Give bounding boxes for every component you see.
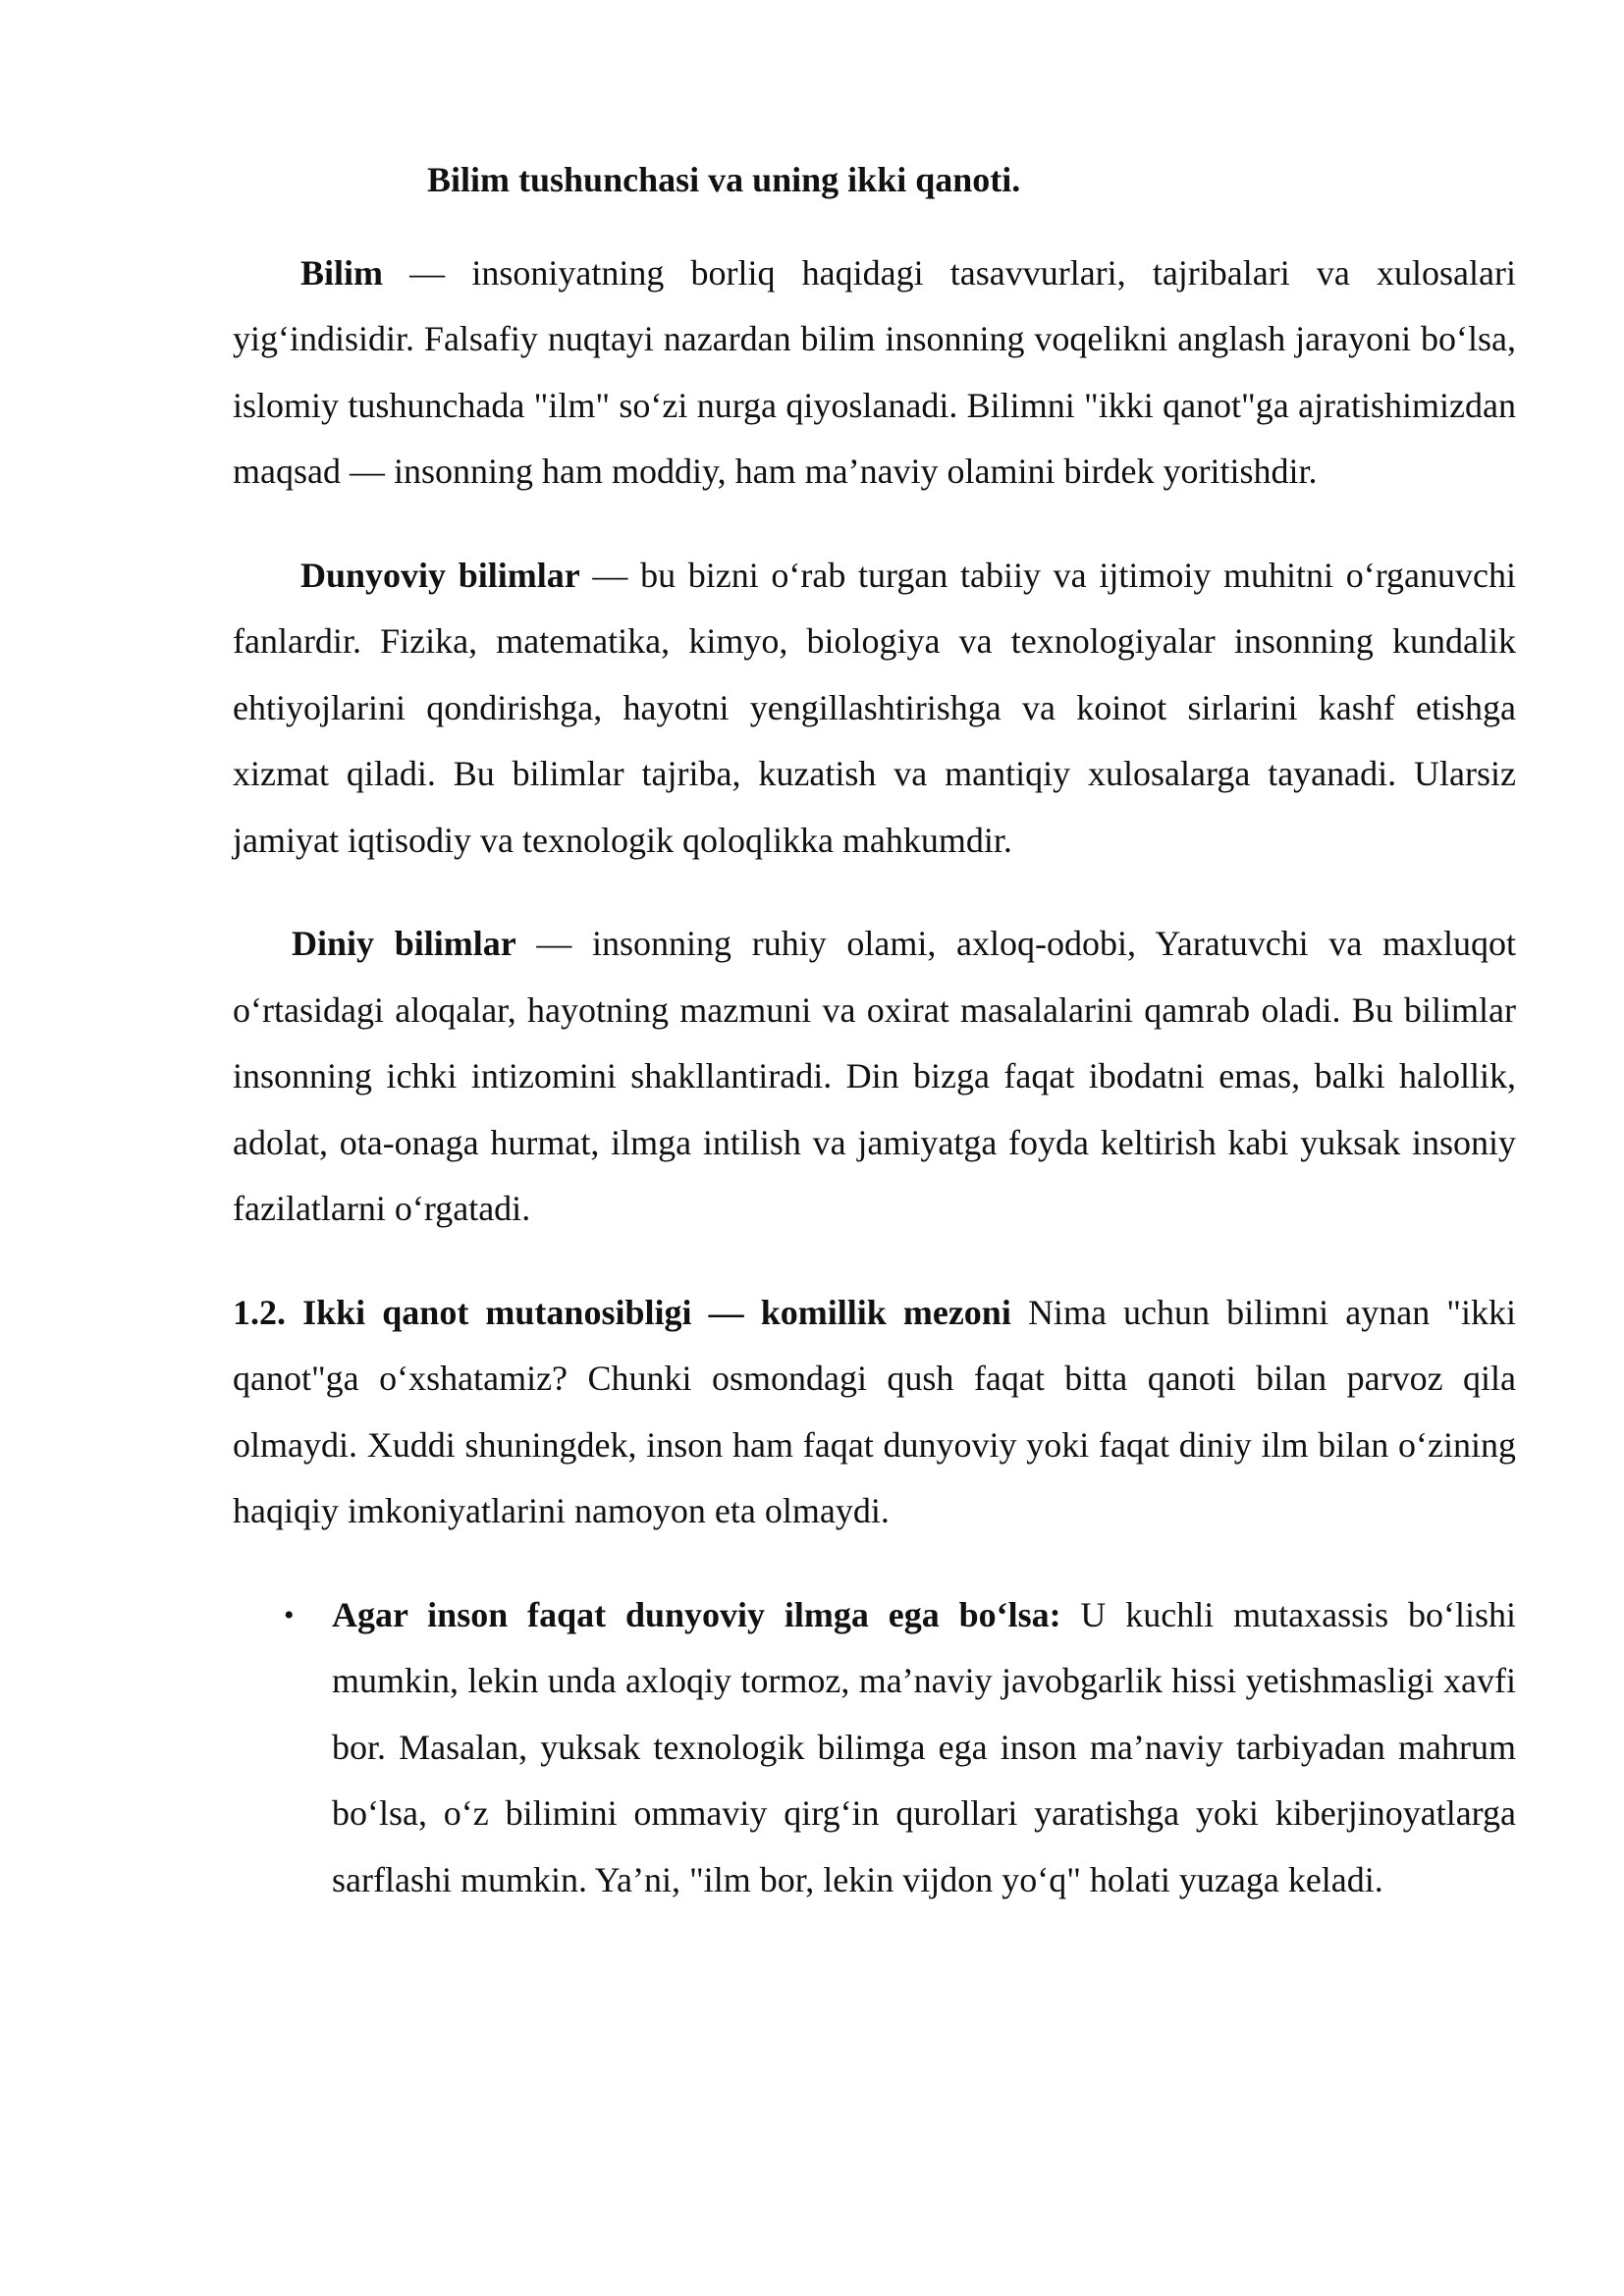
paragraph-diniy-bilimlar: [233, 911, 1516, 1243]
section-heading: 1.2. Ikki qanot mutanosibligi — komillik mezoni: [233, 1292, 1011, 1332]
paragraph-text: — bu bizni o‘rab turgan tabiiy va ijtimoiy muhitni o‘rganuvchi fanlardir. Fizika, matematika, kimyo, biologiya va texnologiyalar insonning kundalik ehtiyojlarini qondirishga, hayotni yengillashtirishga va koinot sirlarini kashf etishga xizmat qiladi. Bu bilimlar tajriba, kuzatish va mantiqiy xulosalarga tayanadi. Ularsiz jamiyat iqtisodiy va texnologik qoloqlikka mahkumdir.: [233, 555, 1516, 860]
paragraph-bilim: [233, 240, 1516, 506]
bullet-list: [233, 1582, 1516, 1914]
paragraph-lead: Diniy bilimlar: [292, 924, 516, 963]
document-title: Bilim tushunchasi va uning ikki qanoti.: [427, 160, 1021, 199]
paragraph-text: — insonning ruhiy olami, axloq-odobi, Yaratuvchi va maxluqot o‘rtasidagi aloqalar, hayotning mazmuni va oxirat masalalarini qamrab oladi. Bu bilimlar insonning ichki intizomini shakllantiradi. Din bizga faqat ibodatni emas, balki halollik, adolat, ota-onaga hurmat, ilmga intilish va jamiyatga foyda keltirish kabi yuksak insoniy fazilatlarni o‘rgatadi.: [233, 924, 1516, 1228]
list-item-lead: Agar inson faqat dunyoviy ilmga ega bo‘lsa:: [332, 1594, 1061, 1634]
section-1-2: [233, 1280, 1516, 1545]
paragraph-lead: Dunyoviy bilimlar: [300, 555, 580, 595]
paragraph-dunyoviy-bilimlar: [233, 543, 1516, 875]
list-item: [233, 1582, 1516, 1914]
paragraph-text: Nima uchun bilimni aynan "ikki qanot"ga o‘xshatamiz? Chunki osmondagi qush faqat bitta qanoti bilan parvoz qila olmaydi. Xuddi shuningdek, inson ham faqat dunyoviy yoki faqat diniy ilm bilan o‘zining haqiqiy imkoniyatlarini namoyon eta olmaydi.: [233, 1292, 1517, 1530]
list-item-text: U kuchli mutaxassis bo‘lishi mumkin, lekin unda axloqiy tormoz, ma’naviy javobgarlik hissi yetishmasligi xavfi bor. Masalan, yuksak texnologik bilimga ega inson ma’naviy tarbiyadan mahrum bo‘lsa, o‘z bilimini ommaviy qirg‘in qurollari yaratishga yoki kiberjinoyatlarga sarflashi mumkin. Ya’ni, "ilm bor, lekin vijdon yo‘q" holati yuzaga keladi.: [332, 1594, 1516, 1899]
paragraph-lead: Bilim: [300, 252, 384, 293]
bullet-icon: •: [284, 1598, 295, 1631]
paragraph-text: — insoniyatning borliq haqidagi tasavvurlari, tajribalari va xulosalari yig‘indisidir. Falsafiy nuqtayi nazardan bilim insonning voqelikni anglash jarayoni bo‘lsa, islomiy tushunchada "ilm" so‘zi nurga qiyoslanadi. Bilimni "ikki qanot"ga ajratishimizdan maqsad — insonning ham moddiy, ham ma’naviy olamini birdek yoritishdir.: [233, 252, 1516, 491]
